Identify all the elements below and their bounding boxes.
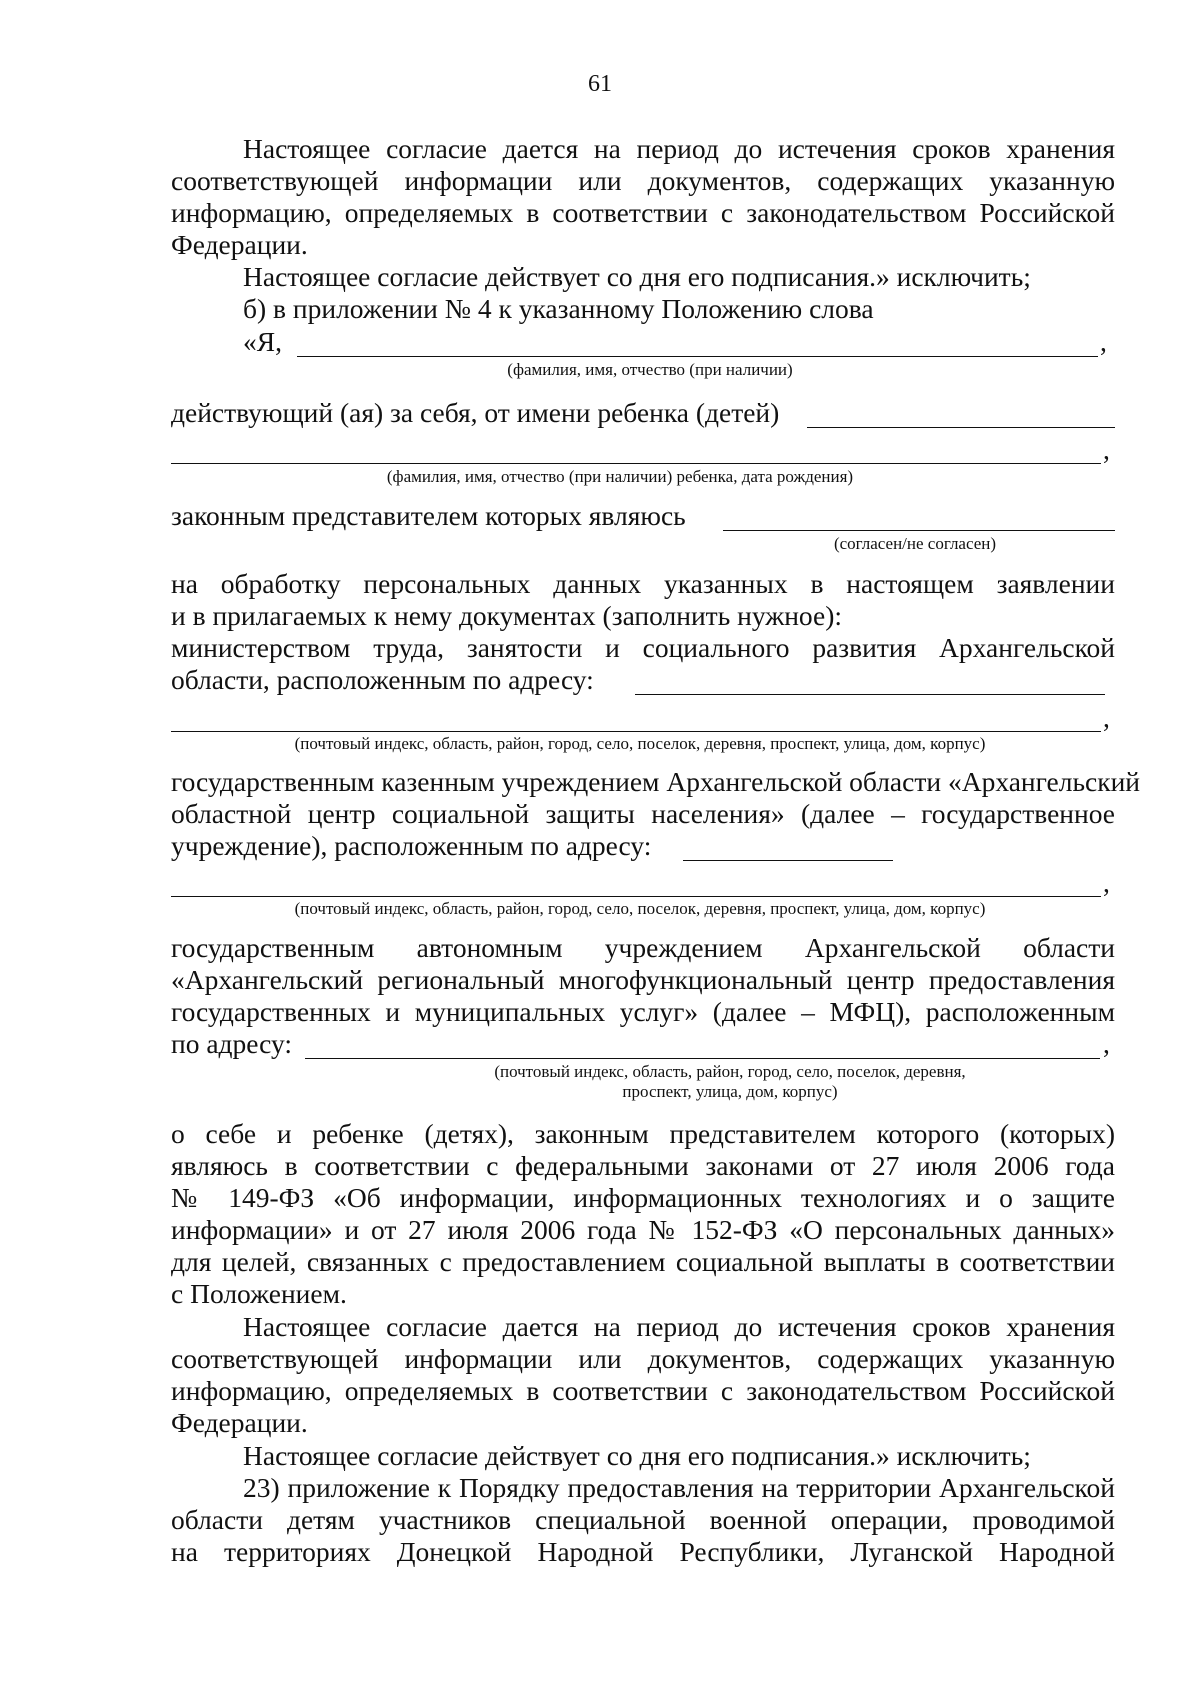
address-fill-line: [305, 1058, 1100, 1059]
text-line: области детям участников специальной военной операции, проводимой: [171, 1504, 1115, 1535]
text-line: соответствующей информации или документов, содержащих указанную: [171, 1343, 1115, 1374]
text-line: для целей, связанных с предоставлением социальной выплаты в соответствии: [171, 1246, 1115, 1277]
comma: ,: [1103, 867, 1110, 898]
text-line: являюсь в соответствии с федеральными законами от 27 июля 2006 года: [171, 1150, 1115, 1181]
text-line: государственным автономным учреждением Архангельской области: [171, 932, 1115, 963]
field-caption: (почтовый индекс, область, район, город, село, поселок, деревня,: [494, 1062, 966, 1081]
comma: ,: [1100, 326, 1107, 357]
address-fill-line-2: [171, 896, 1101, 897]
text-line: информацию, определяемых в соответствии с законодательством Российской: [171, 197, 1115, 228]
consent-fill-line: [723, 530, 1115, 531]
page-number: 61: [588, 71, 612, 97]
text-line: информации» и от 27 июля 2006 года № 152-ФЗ «О персональных данных»: [171, 1214, 1115, 1245]
text-line: Настоящее согласие действует со дня его подписания.» исключить;: [243, 261, 1031, 292]
field-caption: (фамилия, имя, отчество (при наличии): [507, 360, 793, 379]
text-line: о себе и ребенке (детях), законным представителем которого (которых): [171, 1118, 1115, 1149]
text-line: действующий (ая) за себя, от имени ребенка (детей): [171, 397, 780, 428]
text-line: Настоящее согласие действует со дня его подписания.» исключить;: [243, 1440, 1031, 1471]
text-line: областной центр социальной защиты населения» (далее – государственное: [171, 798, 1115, 829]
text-line: области, расположенным по адресу:: [171, 664, 594, 695]
text-line: «Архангельский региональный многофункциональный центр предоставления: [171, 964, 1115, 995]
address-fill-line: [635, 694, 1105, 695]
text-line: Федерации.: [171, 229, 308, 260]
text-line: информацию, определяемых в соответствии с законодательством Российской: [171, 1375, 1115, 1406]
name-fill-line: [297, 356, 1098, 357]
text-line: № 149-ФЗ «Об информации, информационных технологиях и о защите: [171, 1182, 1115, 1213]
text-line: на обработку персональных данных указанных в настоящем заявлении: [171, 568, 1115, 599]
text-line: учреждение), расположенным по адресу:: [171, 830, 652, 861]
text-line: по адресу:: [171, 1028, 293, 1059]
text-line: и в прилагаемых к нему документах (заполнить нужное):: [171, 600, 843, 631]
comma: ,: [1103, 702, 1110, 733]
address-fill-line: [683, 860, 893, 861]
field-caption: (почтовый индекс, область, район, город, село, поселок, деревня, проспект, улица, дом, корпус): [294, 899, 986, 918]
text-line: государственных и муниципальных услуг» (далее – МФЦ), расположенным: [171, 996, 1115, 1027]
text-line: соответствующей информации или документов, содержащих указанную: [171, 165, 1115, 196]
text-line: законным представителем которых являюсь: [171, 500, 686, 531]
child-fill-line: [807, 427, 1115, 428]
field-caption: (почтовый индекс, область, район, город, село, поселок, деревня, проспект, улица, дом, корпус): [294, 734, 986, 753]
comma: ,: [1103, 434, 1110, 465]
text-line: Настоящее согласие дается на период до истечения сроков хранения: [243, 1311, 1115, 1342]
text-line: с Положением.: [171, 1278, 347, 1309]
comma: ,: [1103, 1028, 1110, 1059]
text-line: государственным казенным учреждением Архангельской области «Архангельский: [171, 766, 1141, 797]
text-line: «Я,: [243, 326, 282, 357]
text-line: 23) приложение к Порядку предоставления на территории Архангельской: [243, 1472, 1115, 1503]
text-line: Федерации.: [171, 1407, 308, 1438]
field-caption: (согласен/не согласен): [833, 534, 997, 553]
field-caption: проспект, улица, дом, корпус): [622, 1082, 838, 1101]
text-line: министерством труда, занятости и социального развития Архангельской: [171, 632, 1115, 663]
text-line: б) в приложении № 4 к указанному Положению слова: [243, 293, 874, 324]
field-caption: (фамилия, имя, отчество (при наличии) ребенка, дата рождения): [386, 467, 854, 486]
text-line: Настоящее согласие дается на период до истечения сроков хранения: [243, 133, 1115, 164]
text-line: на территориях Донецкой Народной Республики, Луганской Народной: [171, 1536, 1115, 1567]
child-fill-line-2: [171, 463, 1101, 464]
address-fill-line-2: [171, 731, 1101, 732]
